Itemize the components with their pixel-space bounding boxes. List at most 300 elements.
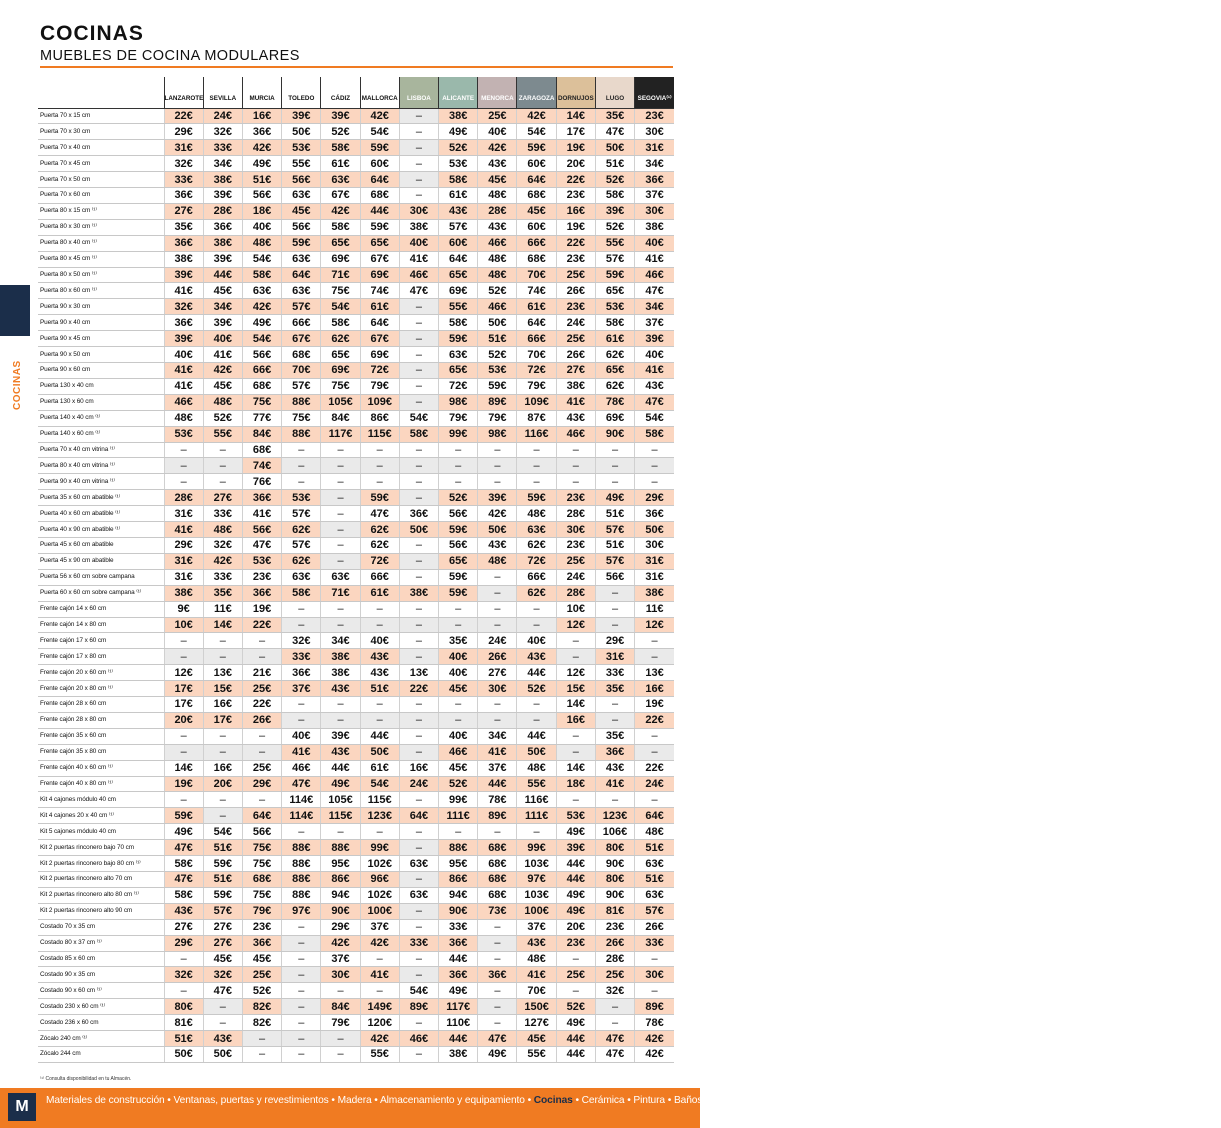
price-cell: 63€ bbox=[517, 522, 556, 538]
price-cell: – bbox=[321, 697, 360, 713]
price-cell: – bbox=[399, 140, 438, 156]
price-cell: 42€ bbox=[635, 1046, 674, 1062]
price-cell: 35€ bbox=[203, 585, 242, 601]
price-cell: – bbox=[360, 617, 399, 633]
price-cell: – bbox=[517, 824, 556, 840]
price-cell: 30€ bbox=[556, 522, 595, 538]
price-cell: – bbox=[439, 697, 478, 713]
price-cell: 65€ bbox=[360, 235, 399, 251]
table-row bbox=[38, 394, 674, 410]
table-row bbox=[38, 1031, 674, 1047]
price-cell: 43€ bbox=[164, 903, 203, 919]
price-cell: 55€ bbox=[203, 426, 242, 442]
price-cell: 67€ bbox=[321, 188, 360, 204]
price-cell: – bbox=[635, 728, 674, 744]
row-label: Puerta 56 x 60 cm sobre campana bbox=[38, 569, 164, 585]
category-separator: • bbox=[888, 1095, 898, 1106]
price-cell: 64€ bbox=[242, 808, 281, 824]
category-link[interactable]: Cocinas bbox=[533, 1095, 573, 1106]
price-cell: 30€ bbox=[399, 203, 438, 219]
price-cell: – bbox=[164, 792, 203, 808]
price-cell: – bbox=[556, 728, 595, 744]
row-label: Costado 236 x 60 cm bbox=[38, 1015, 164, 1031]
price-cell: – bbox=[556, 633, 595, 649]
table-row bbox=[38, 840, 674, 856]
row-label: Frente cajón 20 x 60 cm ⁽¹⁾ bbox=[38, 665, 164, 681]
table-row bbox=[38, 601, 674, 617]
price-cell: 44€ bbox=[439, 951, 478, 967]
row-label: Costado 80 x 37 cm ⁽¹⁾ bbox=[38, 935, 164, 951]
table-row bbox=[38, 363, 674, 379]
price-cell: 63€ bbox=[282, 188, 321, 204]
price-cell: 81€ bbox=[164, 1015, 203, 1031]
price-cell: 30€ bbox=[635, 537, 674, 553]
table-row bbox=[38, 569, 674, 585]
price-cell: 115€ bbox=[360, 792, 399, 808]
row-label: Kit 4 cajones módulo 40 cm bbox=[38, 792, 164, 808]
price-cell: 61€ bbox=[360, 585, 399, 601]
row-label: Puerta 70 x 50 cm bbox=[38, 172, 164, 188]
price-cell: 24€ bbox=[203, 108, 242, 124]
price-cell: 23€ bbox=[556, 537, 595, 553]
price-cell: 24€ bbox=[478, 633, 517, 649]
price-cell: 66€ bbox=[517, 331, 556, 347]
price-cell: – bbox=[360, 458, 399, 474]
price-cell: 57€ bbox=[282, 506, 321, 522]
price-cell: 52€ bbox=[321, 124, 360, 140]
row-label: Kit 2 puertas rinconero alto 90 cm bbox=[38, 903, 164, 919]
price-cell: 95€ bbox=[439, 856, 478, 872]
category-link[interactable]: Ventanas, puertas y revestimientos bbox=[173, 1095, 329, 1106]
price-cell: 13€ bbox=[203, 665, 242, 681]
column-header: MENORCA bbox=[478, 77, 517, 108]
price-cell: – bbox=[399, 712, 438, 728]
category-link[interactable]: Calefacción bbox=[768, 1095, 821, 1106]
price-cell: 38€ bbox=[164, 251, 203, 267]
row-label: Puerta 130 x 60 cm bbox=[38, 394, 164, 410]
price-cell: 57€ bbox=[595, 522, 634, 538]
price-table bbox=[38, 77, 674, 1063]
price-cell: 46€ bbox=[282, 760, 321, 776]
price-cell: 35€ bbox=[164, 219, 203, 235]
price-cell: – bbox=[478, 474, 517, 490]
price-cell: – bbox=[399, 299, 438, 315]
price-cell: – bbox=[360, 983, 399, 999]
price-cell: 35€ bbox=[595, 728, 634, 744]
price-cell: 44€ bbox=[556, 1046, 595, 1062]
category-link[interactable]: Almacenamiento y equipamiento bbox=[379, 1095, 525, 1106]
price-cell: – bbox=[635, 951, 674, 967]
row-label: Puerta 90 x 50 cm bbox=[38, 347, 164, 363]
price-cell: – bbox=[203, 474, 242, 490]
category-link[interactable]: Pintura bbox=[633, 1095, 665, 1106]
price-cell: – bbox=[399, 188, 438, 204]
price-cell: 22€ bbox=[399, 681, 438, 697]
price-cell: 53€ bbox=[595, 299, 634, 315]
price-cell: 47€ bbox=[399, 283, 438, 299]
price-cell: 36€ bbox=[242, 490, 281, 506]
price-cell: 57€ bbox=[595, 251, 634, 267]
category-separator: • bbox=[820, 1095, 830, 1106]
table-row bbox=[38, 188, 674, 204]
price-cell: 13€ bbox=[399, 665, 438, 681]
category-link[interactable]: Materiales de construcción bbox=[46, 1095, 165, 1106]
price-cell: – bbox=[399, 728, 438, 744]
price-cell: 46€ bbox=[478, 235, 517, 251]
price-cell: 96€ bbox=[360, 872, 399, 888]
price-cell: 42€ bbox=[360, 108, 399, 124]
price-cell: 111€ bbox=[439, 808, 478, 824]
price-cell: – bbox=[321, 474, 360, 490]
column-header: SEVILLA bbox=[203, 77, 242, 108]
category-link[interactable]: Climatización bbox=[829, 1095, 889, 1106]
price-cell: 22€ bbox=[635, 712, 674, 728]
price-cell: 14€ bbox=[203, 617, 242, 633]
price-cell: – bbox=[556, 474, 595, 490]
price-cell: 27€ bbox=[164, 203, 203, 219]
row-label: Costado 85 x 60 cm bbox=[38, 951, 164, 967]
price-cell: 23€ bbox=[556, 188, 595, 204]
price-cell: – bbox=[478, 697, 517, 713]
price-cell: 39€ bbox=[203, 315, 242, 331]
price-cell: – bbox=[595, 1015, 634, 1031]
price-cell: 42€ bbox=[360, 1031, 399, 1047]
price-cell: 43€ bbox=[478, 219, 517, 235]
price-cell: 78€ bbox=[635, 1015, 674, 1031]
row-label: Puerta 90 x 40 cm bbox=[38, 315, 164, 331]
price-cell: – bbox=[478, 1015, 517, 1031]
price-cell: 48€ bbox=[517, 951, 556, 967]
category-separator: • bbox=[328, 1095, 338, 1106]
price-cell: 36€ bbox=[164, 235, 203, 251]
price-cell: 27€ bbox=[164, 919, 203, 935]
price-cell: – bbox=[556, 951, 595, 967]
price-cell: – bbox=[242, 633, 281, 649]
price-cell: 12€ bbox=[164, 665, 203, 681]
price-cell: 53€ bbox=[439, 156, 478, 172]
price-cell: 38€ bbox=[635, 219, 674, 235]
price-cell: 22€ bbox=[242, 697, 281, 713]
table-row bbox=[38, 712, 674, 728]
price-cell: – bbox=[517, 474, 556, 490]
row-label: Puerta 80 x 45 cm ⁽¹⁾ bbox=[38, 251, 164, 267]
price-cell: 56€ bbox=[595, 569, 634, 585]
price-cell: 12€ bbox=[556, 617, 595, 633]
category-link[interactable]: Energía renovable bbox=[897, 1095, 980, 1106]
price-cell: 34€ bbox=[203, 299, 242, 315]
price-cell: 75€ bbox=[242, 856, 281, 872]
price-cell: 68€ bbox=[282, 347, 321, 363]
row-label: Costado 90 x 60 cm ⁽¹⁾ bbox=[38, 983, 164, 999]
table-row bbox=[38, 490, 674, 506]
price-cell: 22€ bbox=[164, 108, 203, 124]
category-link[interactable]: Iluminación bbox=[1048, 1095, 1100, 1106]
price-cell: 79€ bbox=[242, 903, 281, 919]
category-link[interactable]: Fontanería bbox=[711, 1095, 760, 1106]
price-cell: 59€ bbox=[439, 331, 478, 347]
price-cell: 28€ bbox=[203, 203, 242, 219]
price-cell: – bbox=[399, 569, 438, 585]
price-cell: 24€ bbox=[556, 569, 595, 585]
price-cell: 42€ bbox=[478, 140, 517, 156]
price-cell: 58€ bbox=[164, 856, 203, 872]
price-cell: 68€ bbox=[242, 378, 281, 394]
price-cell: – bbox=[282, 712, 321, 728]
table-row bbox=[38, 824, 674, 840]
price-cell: – bbox=[595, 458, 634, 474]
price-cell: – bbox=[478, 983, 517, 999]
page-title: COCINAS bbox=[40, 22, 144, 45]
price-cell: 64€ bbox=[282, 267, 321, 283]
table-row bbox=[38, 951, 674, 967]
price-cell: – bbox=[203, 808, 242, 824]
price-cell: 38€ bbox=[399, 219, 438, 235]
column-header: LUGO bbox=[595, 77, 634, 108]
price-cell: 33€ bbox=[399, 935, 438, 951]
price-cell: 70€ bbox=[517, 267, 556, 283]
price-cell: 32€ bbox=[203, 537, 242, 553]
price-cell: 23€ bbox=[595, 919, 634, 935]
price-cell: – bbox=[242, 1046, 281, 1062]
price-cell: 58€ bbox=[635, 426, 674, 442]
price-cell: 25€ bbox=[242, 681, 281, 697]
category-link[interactable]: Madera bbox=[337, 1095, 372, 1106]
price-cell: 75€ bbox=[321, 283, 360, 299]
price-cell: 49€ bbox=[556, 903, 595, 919]
price-cell: 66€ bbox=[242, 363, 281, 379]
price-cell: 46€ bbox=[439, 744, 478, 760]
price-cell: 31€ bbox=[164, 140, 203, 156]
table-body bbox=[38, 108, 674, 1062]
price-cell: 43€ bbox=[478, 537, 517, 553]
price-cell: 59€ bbox=[439, 569, 478, 585]
price-cell: 11€ bbox=[635, 601, 674, 617]
price-cell: 22€ bbox=[635, 760, 674, 776]
price-cell: 71€ bbox=[321, 267, 360, 283]
price-cell: 47€ bbox=[635, 394, 674, 410]
price-cell: 103€ bbox=[517, 887, 556, 903]
table-row bbox=[38, 1046, 674, 1062]
price-cell: – bbox=[595, 712, 634, 728]
price-cell: 43€ bbox=[203, 1031, 242, 1047]
price-cell: 88€ bbox=[282, 872, 321, 888]
table-row bbox=[38, 108, 674, 124]
row-label: Frente cajón 14 x 60 cm bbox=[38, 601, 164, 617]
price-cell: 26€ bbox=[556, 347, 595, 363]
price-cell: 89€ bbox=[478, 808, 517, 824]
price-cell: 23€ bbox=[556, 490, 595, 506]
price-cell: 42€ bbox=[203, 363, 242, 379]
price-cell: 105€ bbox=[321, 792, 360, 808]
table-row bbox=[38, 792, 674, 808]
table-row bbox=[38, 903, 674, 919]
header-blank bbox=[38, 77, 164, 108]
category-link[interactable]: Herramientas bbox=[1108, 1095, 1169, 1106]
price-cell: 25€ bbox=[556, 967, 595, 983]
price-cell: 26€ bbox=[635, 919, 674, 935]
price-cell: 75€ bbox=[321, 378, 360, 394]
price-cell: 53€ bbox=[282, 140, 321, 156]
row-label: Zócalo 244 cm bbox=[38, 1046, 164, 1062]
category-separator: • bbox=[665, 1095, 674, 1106]
price-cell: 44€ bbox=[556, 1031, 595, 1047]
price-cell: – bbox=[399, 617, 438, 633]
price-cell: 51€ bbox=[478, 331, 517, 347]
price-cell: – bbox=[321, 490, 360, 506]
price-cell: 43€ bbox=[517, 935, 556, 951]
price-cell: 41€ bbox=[164, 378, 203, 394]
price-cell: 39€ bbox=[595, 203, 634, 219]
price-cell: – bbox=[164, 951, 203, 967]
price-cell: 38€ bbox=[203, 172, 242, 188]
column-header: LISBOA bbox=[399, 77, 438, 108]
price-cell: 59€ bbox=[439, 585, 478, 601]
price-cell: 48€ bbox=[478, 553, 517, 569]
category-link[interactable]: Electricidad bbox=[988, 1095, 1040, 1106]
price-cell: – bbox=[635, 458, 674, 474]
category-link[interactable]: Cerámica bbox=[581, 1095, 625, 1106]
row-label: Puerta 70 x 40 cm bbox=[38, 140, 164, 156]
price-cell: 28€ bbox=[478, 203, 517, 219]
price-cell: 77€ bbox=[242, 410, 281, 426]
price-cell: 37€ bbox=[360, 919, 399, 935]
price-cell: 99€ bbox=[439, 792, 478, 808]
price-cell: 21€ bbox=[242, 665, 281, 681]
price-cell: 59€ bbox=[164, 808, 203, 824]
price-cell: 51€ bbox=[203, 872, 242, 888]
price-cell: – bbox=[399, 172, 438, 188]
price-cell: 66€ bbox=[360, 569, 399, 585]
price-cell: – bbox=[399, 458, 438, 474]
price-cell: 16€ bbox=[556, 712, 595, 728]
price-cell: – bbox=[399, 553, 438, 569]
price-cell: – bbox=[321, 553, 360, 569]
row-label: Costado 230 x 60 cm ⁽¹⁾ bbox=[38, 999, 164, 1015]
table-row bbox=[38, 203, 674, 219]
price-cell: 53€ bbox=[556, 808, 595, 824]
price-cell: 74€ bbox=[360, 283, 399, 299]
table-row bbox=[38, 267, 674, 283]
price-cell: 74€ bbox=[242, 458, 281, 474]
price-cell: 41€ bbox=[242, 506, 281, 522]
price-cell: – bbox=[321, 1031, 360, 1047]
price-cell: – bbox=[360, 697, 399, 713]
price-cell: 18€ bbox=[556, 776, 595, 792]
price-cell: 95€ bbox=[321, 856, 360, 872]
category-separator: • bbox=[759, 1095, 769, 1106]
title-divider bbox=[40, 66, 673, 68]
price-cell: 35€ bbox=[595, 681, 634, 697]
category-link[interactable]: Ferretería bbox=[1176, 1095, 1221, 1106]
price-cell: 71€ bbox=[321, 585, 360, 601]
category-separator: • bbox=[979, 1095, 989, 1106]
price-cell: 116€ bbox=[517, 792, 556, 808]
price-cell: – bbox=[635, 633, 674, 649]
price-cell: 32€ bbox=[203, 124, 242, 140]
price-cell: 26€ bbox=[242, 712, 281, 728]
price-cell: 32€ bbox=[595, 983, 634, 999]
price-cell: – bbox=[439, 442, 478, 458]
row-label: Puerta 70 x 60 cm bbox=[38, 188, 164, 204]
price-cell: 100€ bbox=[517, 903, 556, 919]
price-cell: 56€ bbox=[242, 347, 281, 363]
row-label: Puerta 40 x 90 cm abatible ⁽¹⁾ bbox=[38, 522, 164, 538]
row-label: Costado 90 x 35 cm bbox=[38, 967, 164, 983]
page-subtitle: MUEBLES DE COCINA MODULARES bbox=[40, 48, 300, 64]
row-label: Puerta 80 x 60 cm ⁽¹⁾ bbox=[38, 283, 164, 299]
price-cell: 46€ bbox=[635, 267, 674, 283]
price-cell: 55€ bbox=[517, 776, 556, 792]
price-cell: 39€ bbox=[282, 108, 321, 124]
price-cell: 49€ bbox=[321, 776, 360, 792]
price-cell: 54€ bbox=[203, 824, 242, 840]
price-cell: 42€ bbox=[360, 935, 399, 951]
price-cell: 70€ bbox=[282, 363, 321, 379]
row-label: Frente cajón 14 x 80 cm bbox=[38, 617, 164, 633]
category-link[interactable]: Baños bbox=[673, 1095, 703, 1106]
price-cell: 69€ bbox=[439, 283, 478, 299]
price-cell: 63€ bbox=[439, 347, 478, 363]
row-label: Kit 4 cajones 20 x 40 cm ⁽¹⁾ bbox=[38, 808, 164, 824]
price-cell: 20€ bbox=[203, 776, 242, 792]
price-cell: 51€ bbox=[635, 872, 674, 888]
price-cell: – bbox=[321, 442, 360, 458]
price-cell: 16€ bbox=[556, 203, 595, 219]
row-label: Puerta 70 x 45 cm bbox=[38, 156, 164, 172]
price-cell: 45€ bbox=[203, 951, 242, 967]
side-label: COCINAS bbox=[12, 360, 23, 410]
category-separator: • bbox=[702, 1095, 712, 1106]
price-cell: 123€ bbox=[595, 808, 634, 824]
row-label: Puerta 80 x 40 cm vitrina ⁽¹⁾ bbox=[38, 458, 164, 474]
price-cell: 38€ bbox=[439, 108, 478, 124]
price-cell: – bbox=[242, 744, 281, 760]
price-cell: 42€ bbox=[517, 108, 556, 124]
price-cell: 49€ bbox=[439, 983, 478, 999]
price-cell: 69€ bbox=[321, 363, 360, 379]
price-cell: – bbox=[439, 824, 478, 840]
price-cell: 43€ bbox=[595, 760, 634, 776]
row-label: Frente cajón 17 x 60 cm bbox=[38, 633, 164, 649]
price-cell: 33€ bbox=[203, 506, 242, 522]
price-cell: 39€ bbox=[164, 267, 203, 283]
row-label: Puerta 45 x 60 cm abatible bbox=[38, 537, 164, 553]
price-cell: 59€ bbox=[517, 490, 556, 506]
price-cell: 40€ bbox=[478, 124, 517, 140]
price-cell: 62€ bbox=[360, 537, 399, 553]
price-cell: – bbox=[164, 474, 203, 490]
price-cell: 50€ bbox=[399, 522, 438, 538]
price-cell: – bbox=[282, 824, 321, 840]
row-label: Costado 70 x 35 cm bbox=[38, 919, 164, 935]
price-cell: 86€ bbox=[360, 410, 399, 426]
price-cell: 78€ bbox=[478, 792, 517, 808]
price-cell: 64€ bbox=[635, 808, 674, 824]
price-cell: 44€ bbox=[439, 1031, 478, 1047]
price-cell: 89€ bbox=[635, 999, 674, 1015]
table-header-row bbox=[38, 77, 674, 108]
price-cell: 27€ bbox=[203, 935, 242, 951]
price-cell: 51€ bbox=[203, 840, 242, 856]
price-cell: 37€ bbox=[321, 951, 360, 967]
price-cell: 68€ bbox=[517, 188, 556, 204]
price-cell: 58€ bbox=[321, 140, 360, 156]
row-label: Puerta 60 x 60 cm sobre campana ⁽¹⁾ bbox=[38, 585, 164, 601]
price-cell: – bbox=[360, 474, 399, 490]
table-row bbox=[38, 808, 674, 824]
price-cell: 25€ bbox=[595, 967, 634, 983]
price-cell: 34€ bbox=[203, 156, 242, 172]
